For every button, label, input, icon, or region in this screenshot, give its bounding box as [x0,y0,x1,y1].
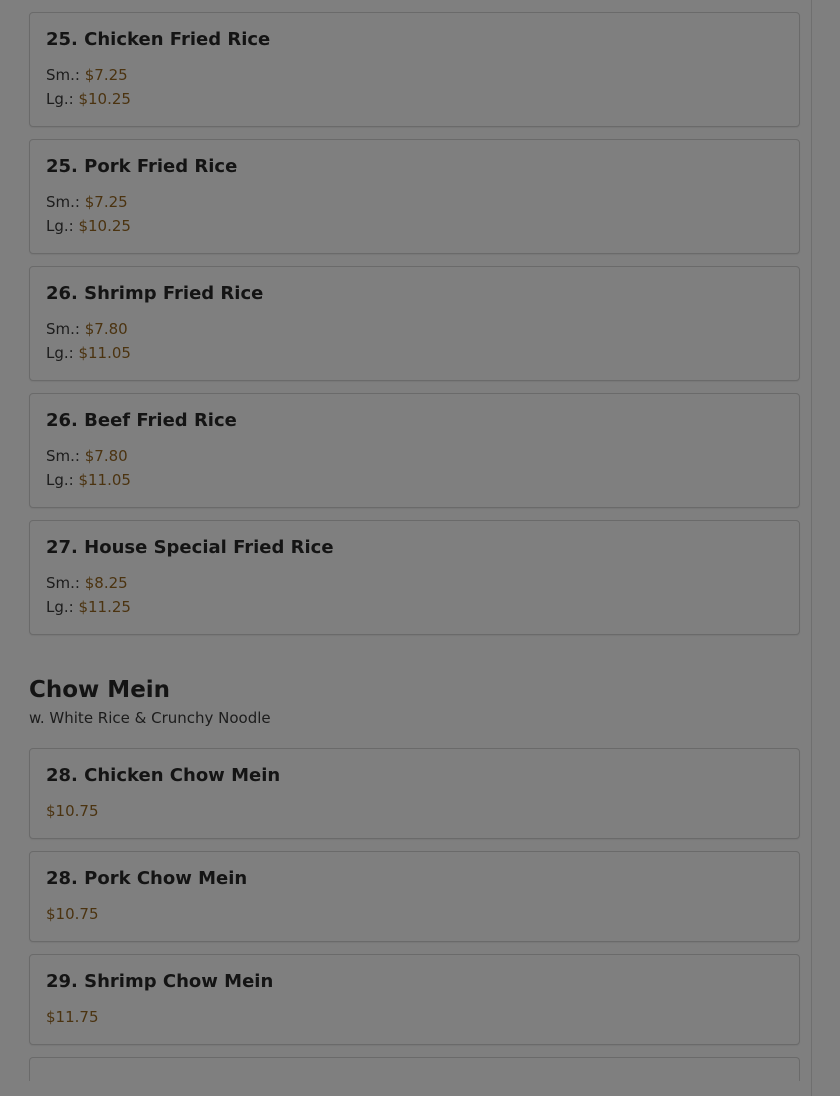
chow-mein-section-header [29,676,800,728]
price-line [46,902,783,926]
size-label: Sm.: [46,574,85,592]
price-line-large [46,468,783,492]
size-label: Lg.: [46,90,79,108]
price-value: $11.05 [78,471,131,489]
menu-item-title: 25. Pork Fried Rice [46,156,238,177]
size-label: Lg.: [46,598,79,616]
price-line-small [46,571,783,595]
price-value: $10.25 [78,217,131,235]
section-subtitle: w. White Rice & Crunchy Noodle [29,709,271,727]
price-value: $8.25 [84,574,128,592]
menu-item-title: 26. Beef Fried Rice [46,410,237,431]
menu-item-card[interactable] [29,12,800,127]
size-label: Lg.: [46,217,79,235]
menu-item-title: 28. Pork Chow Mein [46,868,248,889]
price-value: $7.80 [84,320,128,338]
size-label: Lg.: [46,471,79,489]
scrollbar[interactable] [811,0,840,1096]
menu-item-title: 28. Chicken Chow Mein [46,765,281,786]
section-title: Chow Mein [29,677,171,703]
menu-item-card-partial[interactable] [29,1057,800,1081]
menu-content [29,0,800,1081]
price-line-small [46,63,783,87]
menu-item-card[interactable] [29,520,800,635]
menu-item-card[interactable] [29,954,800,1045]
price-line [46,799,783,823]
size-label: Sm.: [46,66,85,84]
price-line [46,1005,783,1029]
menu-item-title: 25. Chicken Fried Rice [46,29,271,50]
price-value: $10.75 [46,905,99,923]
price-value: $7.25 [84,193,128,211]
menu-item-card[interactable] [29,393,800,508]
price-value: $11.75 [46,1008,99,1026]
size-label: Sm.: [46,193,85,211]
size-label: Lg.: [46,344,79,362]
price-line-small [46,190,783,214]
price-value: $7.80 [84,447,128,465]
price-line-small [46,317,783,341]
menu-item-card[interactable] [29,748,800,839]
size-label: Sm.: [46,447,85,465]
menu-item-card[interactable] [29,266,800,381]
price-value: $11.05 [78,344,131,362]
price-value: $7.25 [84,66,128,84]
menu-item-title: 29. Shrimp Chow Mein [46,971,274,992]
menu-item-card[interactable] [29,139,800,254]
price-line-large [46,87,783,111]
price-line-small [46,444,783,468]
price-value: $11.25 [78,598,131,616]
menu-item-title: 26. Shrimp Fried Rice [46,283,264,304]
menu-item-card[interactable] [29,851,800,942]
menu-item-title: 27. House Special Fried Rice [46,537,334,558]
price-value: $10.75 [46,802,99,820]
price-line-large [46,595,783,619]
size-label: Sm.: [46,320,85,338]
price-line-large [46,341,783,365]
price-value: $10.25 [78,90,131,108]
price-line-large [46,214,783,238]
